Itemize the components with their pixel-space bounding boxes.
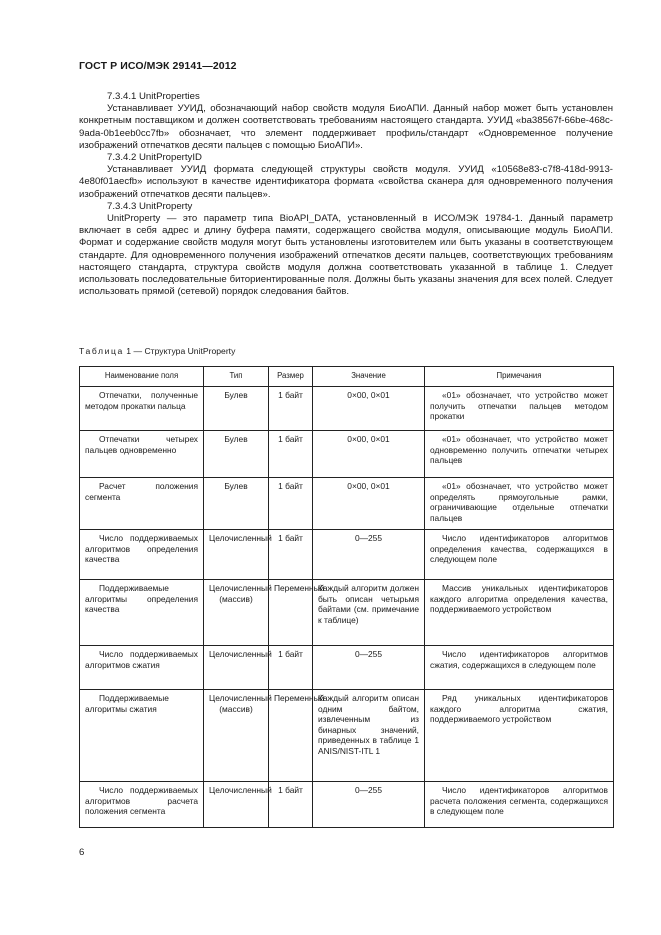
cell-value: Каждый алгоритм должен быть описан четырьмя байтами (см. примечание к таблице) [313, 580, 425, 646]
cell-field-name: Поддерживаемые алгоритмы определения качества [80, 580, 204, 646]
cell-type: Целочисленный [204, 646, 269, 690]
paragraph-unitproperties: Устанавливает УУИД, обозначающий набор свойств модуля БиоАПИ. Данный набор может быть установлен конкретным поставщиком и должен соответствовать требованиям настоящего стандарта. УУИД «ba38567f-66be-468c-9ada-0b1eeb0cc7fb» обозначает, что элемент поддерживает профиль/стандарт «Одновременное получение изображений отпечатков десяти пальцев с помощью БиоАПИ». [79, 103, 613, 151]
cell-field-name: Отпечатки четырех пальцев одновременно [80, 431, 204, 478]
cell-field-name: Число поддерживаемых алгоритмов определения качества [80, 530, 204, 580]
cell-type: Булев [204, 387, 269, 431]
cell-value: 0×00, 0×01 [313, 431, 425, 478]
table-row [80, 580, 614, 646]
cell-size: 1 байт [269, 782, 313, 828]
cell-type: Булев [204, 478, 269, 530]
cell-notes: «01» обозначает, что устройство может получить отпечатки пальцев методом прокатки [425, 387, 614, 431]
cell-size: 1 байт [269, 646, 313, 690]
column-header-value: Значение [313, 367, 425, 387]
cell-notes: Число идентификаторов алгоритмов сжатия, содержащихся в следующем поле [425, 646, 614, 690]
column-header-type: Тип [204, 367, 269, 387]
cell-notes: «01» обозначает, что устройство может одновременно получить отпечатки четырех пальцев [425, 431, 614, 478]
cell-field-name: Число поддерживаемых алгоритмов сжатия [80, 646, 204, 690]
cell-type: Целочисленный [204, 782, 269, 828]
cell-type: Булев [204, 431, 269, 478]
table-row [80, 646, 614, 690]
cell-value: 0—255 [313, 782, 425, 828]
cell-value: 0×00, 0×01 [313, 387, 425, 431]
cell-size: 1 байт [269, 387, 313, 431]
table-caption-title: — Структура UnitProperty [131, 346, 236, 356]
section-heading-unitproperties: 7.3.4.1 UnitProperties [107, 91, 200, 102]
paragraph-unitpropertyid: Устанавливает УУИД формата следующей структуры свойств модуля. УУИД «10568e83-c7f8-418d-9913-4e80f01aecfb» используют в качестве идентификатора формата «свойства сканера для одновременного получения изображений отпечатков десяти пальцев». [79, 164, 613, 200]
column-header-field-name: Наименование поля [80, 367, 204, 387]
column-header-size: Размер [269, 367, 313, 387]
table-row [80, 478, 614, 530]
cell-field-name: Число поддерживаемых алгоритмов расчета положения сегмента [80, 782, 204, 828]
cell-value: Каждый алгоритм описан одним байтом, извлеченным из бинарных значений, приведенных в таблице 1 ANIS/NIST-ITL 1 [313, 690, 425, 782]
table-row [80, 387, 614, 431]
cell-field-name: Расчет положения сегмента [80, 478, 204, 530]
cell-notes: Массив уникальных идентификаторов каждого алгоритма определения качества, поддерживаемого устройством [425, 580, 614, 646]
table-caption [79, 346, 235, 356]
cell-field-name: Поддерживаемые алгоритмы сжатия [80, 690, 204, 782]
unitproperty-table [79, 366, 614, 828]
cell-value: 0—255 [313, 530, 425, 580]
cell-type: Целочисленный (массив) [204, 580, 269, 646]
section-heading-unitpropertyid: 7.3.4.2 UnitPropertyID [107, 152, 202, 164]
cell-size: 1 байт [269, 530, 313, 580]
column-header-notes: Примечания [425, 367, 614, 387]
cell-field-name: Отпечатки, полученные методом прокатки пальца [80, 387, 204, 431]
page-number: 6 [79, 847, 85, 858]
cell-notes: Ряд уникальных идентификаторов каждого алгоритма сжатия, поддерживаемого устройством [425, 690, 614, 782]
body-text [79, 91, 613, 298]
cell-notes: Число идентификаторов алгоритмов расчета положения сегмента, содержащихся в следующем поле [425, 782, 614, 828]
table-header-row [80, 367, 614, 387]
cell-size: Переменный [269, 690, 313, 782]
cell-value: 0—255 [313, 646, 425, 690]
table-row [80, 782, 614, 828]
cell-size: 1 байт [269, 431, 313, 478]
cell-value: 0×00, 0×01 [313, 478, 425, 530]
table-caption-prefix: Таблица [79, 346, 124, 356]
cell-type: Целочисленный (массив) [204, 690, 269, 782]
cell-type: Целочисленный [204, 530, 269, 580]
paragraph-unitproperty: UnitProperty — это параметр типа BioAPI_DATA, установленный в ИСО/МЭК 19784-1. Данный параметр включает в себя адрес и длину буфера памяти, содержащего свойства модуля, описывающие модуль БиоАПИ. Формат и содержание свойств модуля могут быть установлены изготовителем или быть указаны в соответствующем стандарте. Для одновременного получения изображений отпечатков десяти пальцев, соответствующих требованиям настоящего стандарта, структура свойств модуля должна соответствовать указанной в таблице 1. Следует использовать последовательные биториентированные поля. Должны быть указаны значения для всех полей. Следует использовать прямой (сетевой) порядок следования байтов. [79, 213, 613, 298]
table-caption-number: 1 [123, 346, 132, 356]
cell-size: Переменный [269, 580, 313, 646]
cell-notes: «01» обозначает, что устройство может определять прямоугольные рамки, ограничивающие отдельные отпечатки пальцев [425, 478, 614, 530]
document-header: ГОСТ Р ИСО/МЭК 29141—2012 [79, 60, 237, 72]
table-row [80, 690, 614, 782]
cell-notes: Число идентификаторов алгоритмов определения качества, содержащихся в следующем поле [425, 530, 614, 580]
table-row [80, 431, 614, 478]
table-row [80, 530, 614, 580]
cell-size: 1 байт [269, 478, 313, 530]
section-heading-unitproperty: 7.3.4.3 UnitProperty [107, 200, 193, 212]
